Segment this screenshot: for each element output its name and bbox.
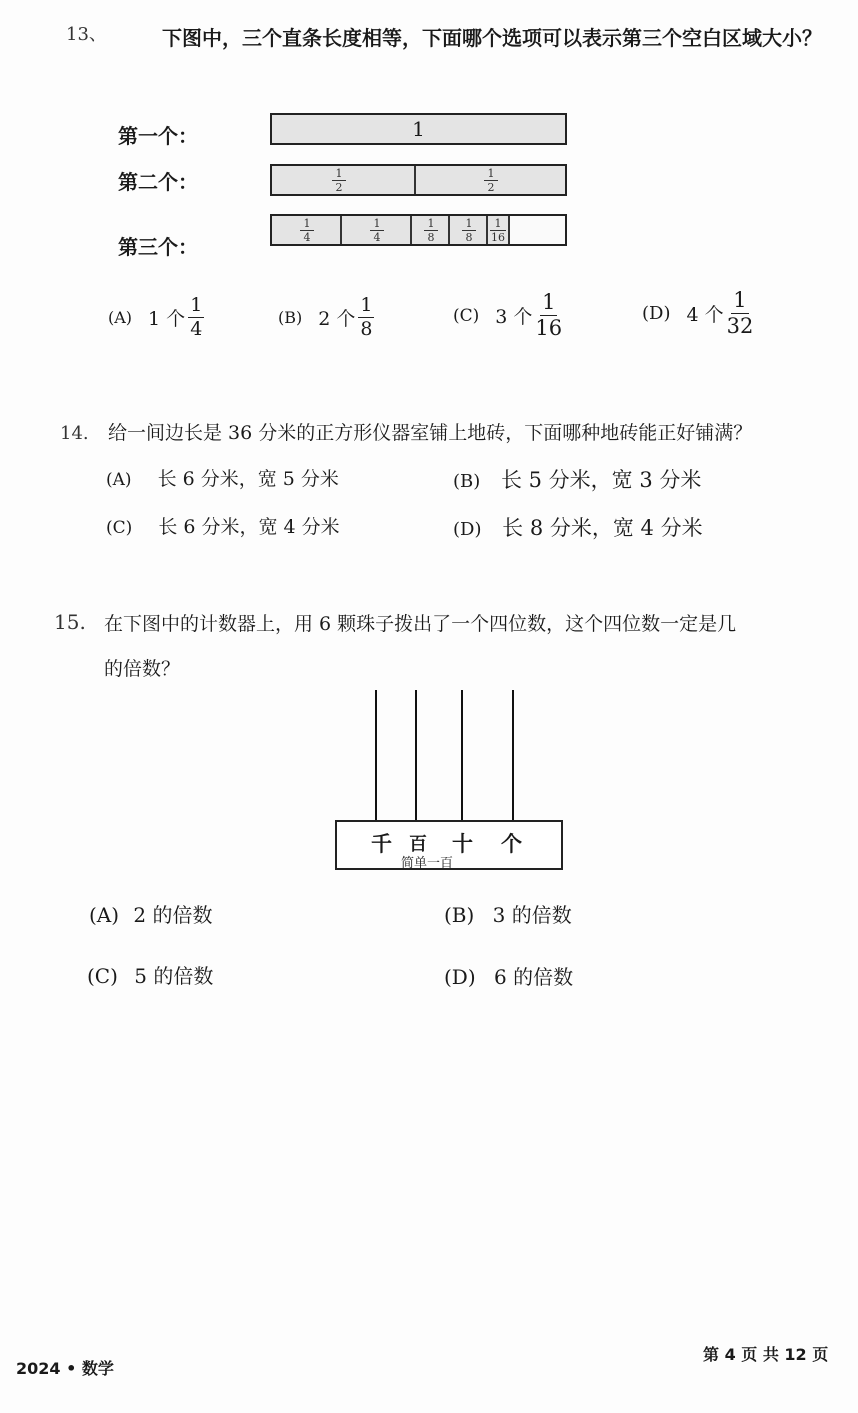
bar3-blank-region: [510, 216, 565, 244]
bar3-segment-1: 1 4: [272, 216, 342, 244]
q13-option-b-fraction: $\frac{1}{8}$: [360, 294, 373, 340]
q13-option-c-fraction: $\frac{1}{16}$: [535, 290, 563, 340]
bar3-segment-3: 1 8: [412, 216, 450, 244]
q14-option-c[interactable]: (C) 长 6 分米，宽 4 分米: [106, 516, 340, 538]
q14-option-b[interactable]: (B) 长 5 分米，宽 3 分米: [453, 468, 702, 492]
q13-number: 13、: [66, 24, 107, 45]
q13-option-d-fraction: $\frac{1}{32}$: [726, 288, 754, 338]
q14-option-a[interactable]: (A) 长 6 分米，宽 5 分米: [106, 468, 339, 490]
q13-option-d[interactable]: (D) 4 个 $\frac{1}{32}$: [642, 288, 754, 338]
abacus-rod-thousands: [375, 690, 377, 820]
bar2-fraction-2: 1 2: [484, 168, 498, 193]
footer-subject: 2024 • 数学: [16, 1359, 114, 1378]
bar1-segment: [272, 115, 565, 143]
q15-option-c[interactable]: (C) 5 的倍数: [87, 964, 214, 988]
abacus-base: [335, 820, 563, 870]
abacus-rod-tens: [461, 690, 463, 820]
q13-row1-label: 第一个：: [118, 124, 198, 148]
q14-text: 给一间边长是 36 分米的正方形仪器室铺上地砖，下面哪种地砖能正好铺满？: [108, 422, 753, 444]
q13-option-a-fraction: $\frac{1}{4}$: [190, 294, 203, 340]
abacus-label-ones: 个: [501, 832, 522, 856]
q13-bar-1: [270, 113, 567, 145]
q13-row3-label: 第三个：: [118, 235, 198, 259]
abacus-label-tens: 十: [452, 832, 473, 856]
bar2-fraction-1: 1 2: [332, 168, 346, 193]
q15-text-line1: 在下图中的计数器上，用 6 颗珠子拨出了一个四位数，这个四位数一定是几: [104, 613, 737, 635]
bar3-segment-5: 1 16: [488, 216, 510, 244]
q14-option-d[interactable]: (D) 长 8 分米，宽 4 分米: [453, 516, 703, 540]
bar2-segment-1: [272, 166, 416, 194]
q13-option-b[interactable]: (B) 2 个 $\frac{1}{8}$: [278, 294, 373, 340]
q15-option-d[interactable]: (D) 6 的倍数: [444, 965, 574, 989]
q14-number: 14.: [60, 423, 89, 444]
abacus-rod-ones: [512, 690, 514, 820]
q13-option-c[interactable]: (C) 3 个 $\frac{1}{16}$: [453, 290, 563, 340]
q15-text-line2: 的倍数？: [104, 658, 181, 680]
bar3-segment-2: 1 4: [342, 216, 412, 244]
q15-option-b[interactable]: (B) 3 的倍数: [444, 903, 572, 927]
watermark-text: 简单一百: [401, 856, 454, 871]
q15-number: 15.: [54, 610, 86, 634]
q13-title: 下图中，三个直条长度相等，下面哪个选项可以表示第三个空白区域大小？: [162, 26, 822, 50]
q15-option-a[interactable]: (A) 2 的倍数: [89, 903, 213, 927]
abacus-label-hundreds: 百: [409, 834, 427, 855]
abacus-label-thousands: 千: [371, 832, 392, 856]
bar2-segment-2: [416, 166, 565, 194]
bar1-label: 1: [412, 117, 425, 141]
bar3-segment-4: 1 8: [450, 216, 488, 244]
abacus-rod-hundreds: [415, 690, 417, 820]
footer-page-number: 第 4 页 共 12 页: [703, 1345, 829, 1364]
q13-bar-2: [270, 164, 567, 196]
q13-option-a[interactable]: (A) 1 个 $\frac{1}{4}$: [108, 294, 203, 340]
q13-row2-label: 第二个：: [118, 170, 198, 194]
q13-bar-3: [270, 214, 567, 246]
